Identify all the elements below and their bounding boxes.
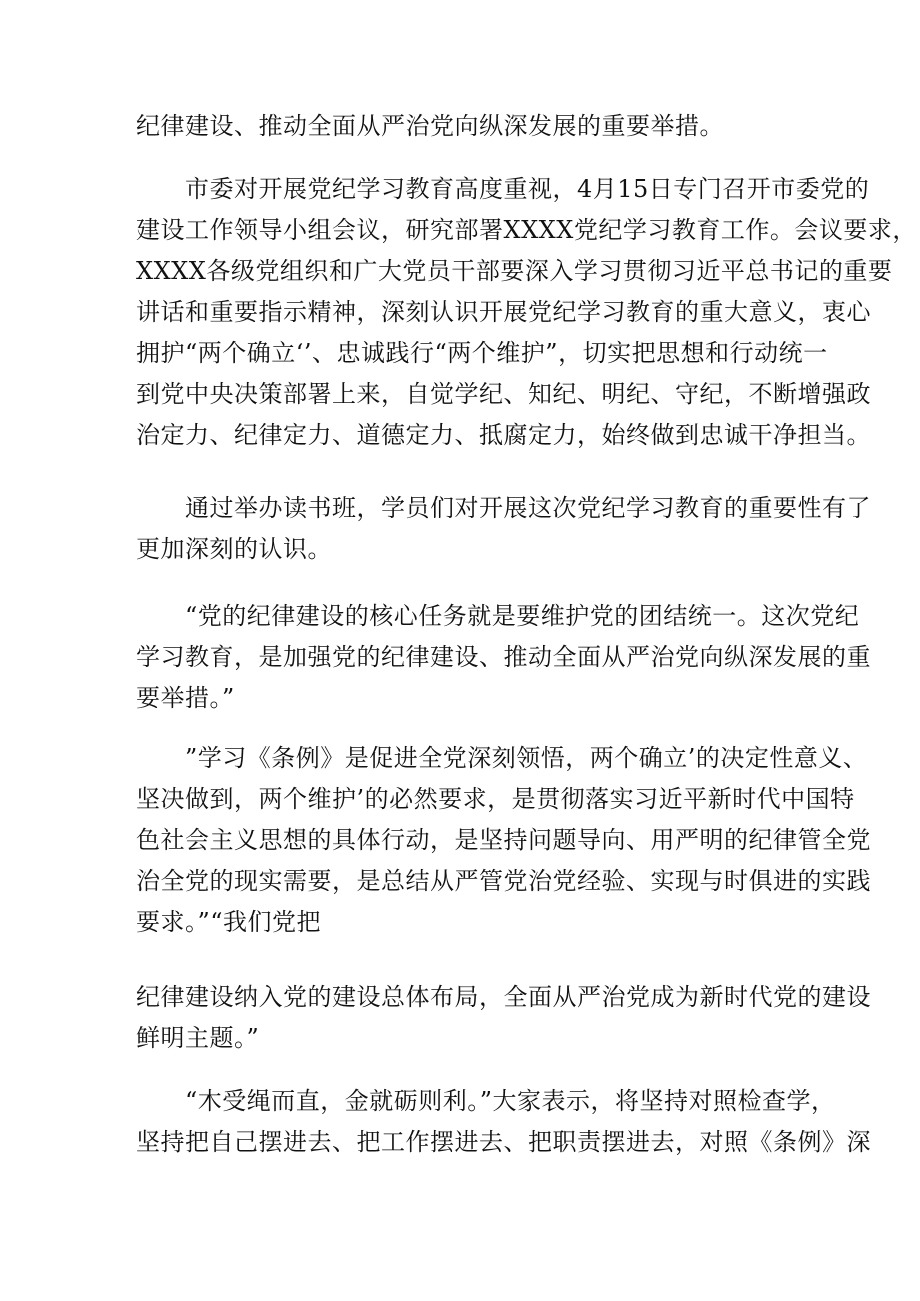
text-line: 坚持把自己摆进去、把工作摆进去、把职责摆进去，对照《条例》深 [136, 1128, 871, 1156]
text-line: 治全党的现实需要，是总结从严管党治党经验、实现与时俱进的实践 [136, 867, 871, 895]
text-line: XXXX各级党组织和广大党员干部要深入学习贯彻习近平总书记的重要 [136, 257, 893, 285]
text-line: 纪律建设、推动全面从严治党向纵深发展的重要举措。 [136, 112, 724, 140]
text-line: 市委对开展党纪学习教育高度重视，4月15日专门召开市委党的 [136, 175, 870, 203]
text-line: 通过举办读书班，学员们对开展这次党纪学习教育的重要性有了 [136, 494, 871, 522]
text-line: 更加深刻的认识。 [136, 535, 332, 563]
text-line: 讲话和重要指示精神，深刻认识开展党纪学习教育的重大意义，衷心 [136, 298, 871, 326]
paragraph-4 [136, 596, 871, 719]
text-line: 学习教育，是加强党的纪律建设、推动全面从严治党向纵深发展的重 [136, 643, 871, 671]
text-line: 治定力、纪律定力、道德定力、抵腐定力，始终做到忠诚干净担当。 [136, 421, 871, 449]
paragraph-1 [136, 106, 796, 147]
text-line: ”学习《条例》是促进全党深刻领悟，两个确立’的决定性意义、 [136, 744, 868, 772]
text-line: 坚决做到，两个维护’的必然要求，是贯彻落实习近平新时代中国特 [136, 785, 855, 813]
text-line: 拥护“两个确立‘’、忠诚践行“两个维护”，切实把思想和行动统一 [136, 339, 828, 367]
text-line: “木受绳而直，金就砺则利。”大家表示，将坚持对照检查学， [136, 1087, 836, 1115]
text-line: 要举措。” [136, 684, 235, 712]
text-line: 建设工作领导小组会议，研究部署XXXX党纪学习教育工作。会议要求， [136, 216, 917, 244]
paragraph-7 [136, 1081, 871, 1163]
text-line: 纪律建设纳入党的建设总体布局，全面从严治党成为新时代党的建设 [136, 983, 871, 1011]
paragraph-6 [136, 977, 871, 1059]
paragraph-2 [136, 169, 917, 456]
text-line: 到党中央决策部署上来，自觉学纪、知纪、明纪、守纪，不断增强政 [136, 380, 871, 408]
text-line: 鲜明主题。” [136, 1024, 260, 1052]
text-line: 要求。”“我们党把 [136, 908, 322, 936]
paragraph-5 [136, 738, 871, 943]
paragraph-3 [136, 488, 871, 570]
text-line: 色社会主义思想的具体行动，是坚持问题导向、用严明的纪律管全党 [136, 826, 871, 854]
text-line: “党的纪律建设的核心任务就是要维护党的团结统一。这次党纪 [136, 602, 860, 630]
